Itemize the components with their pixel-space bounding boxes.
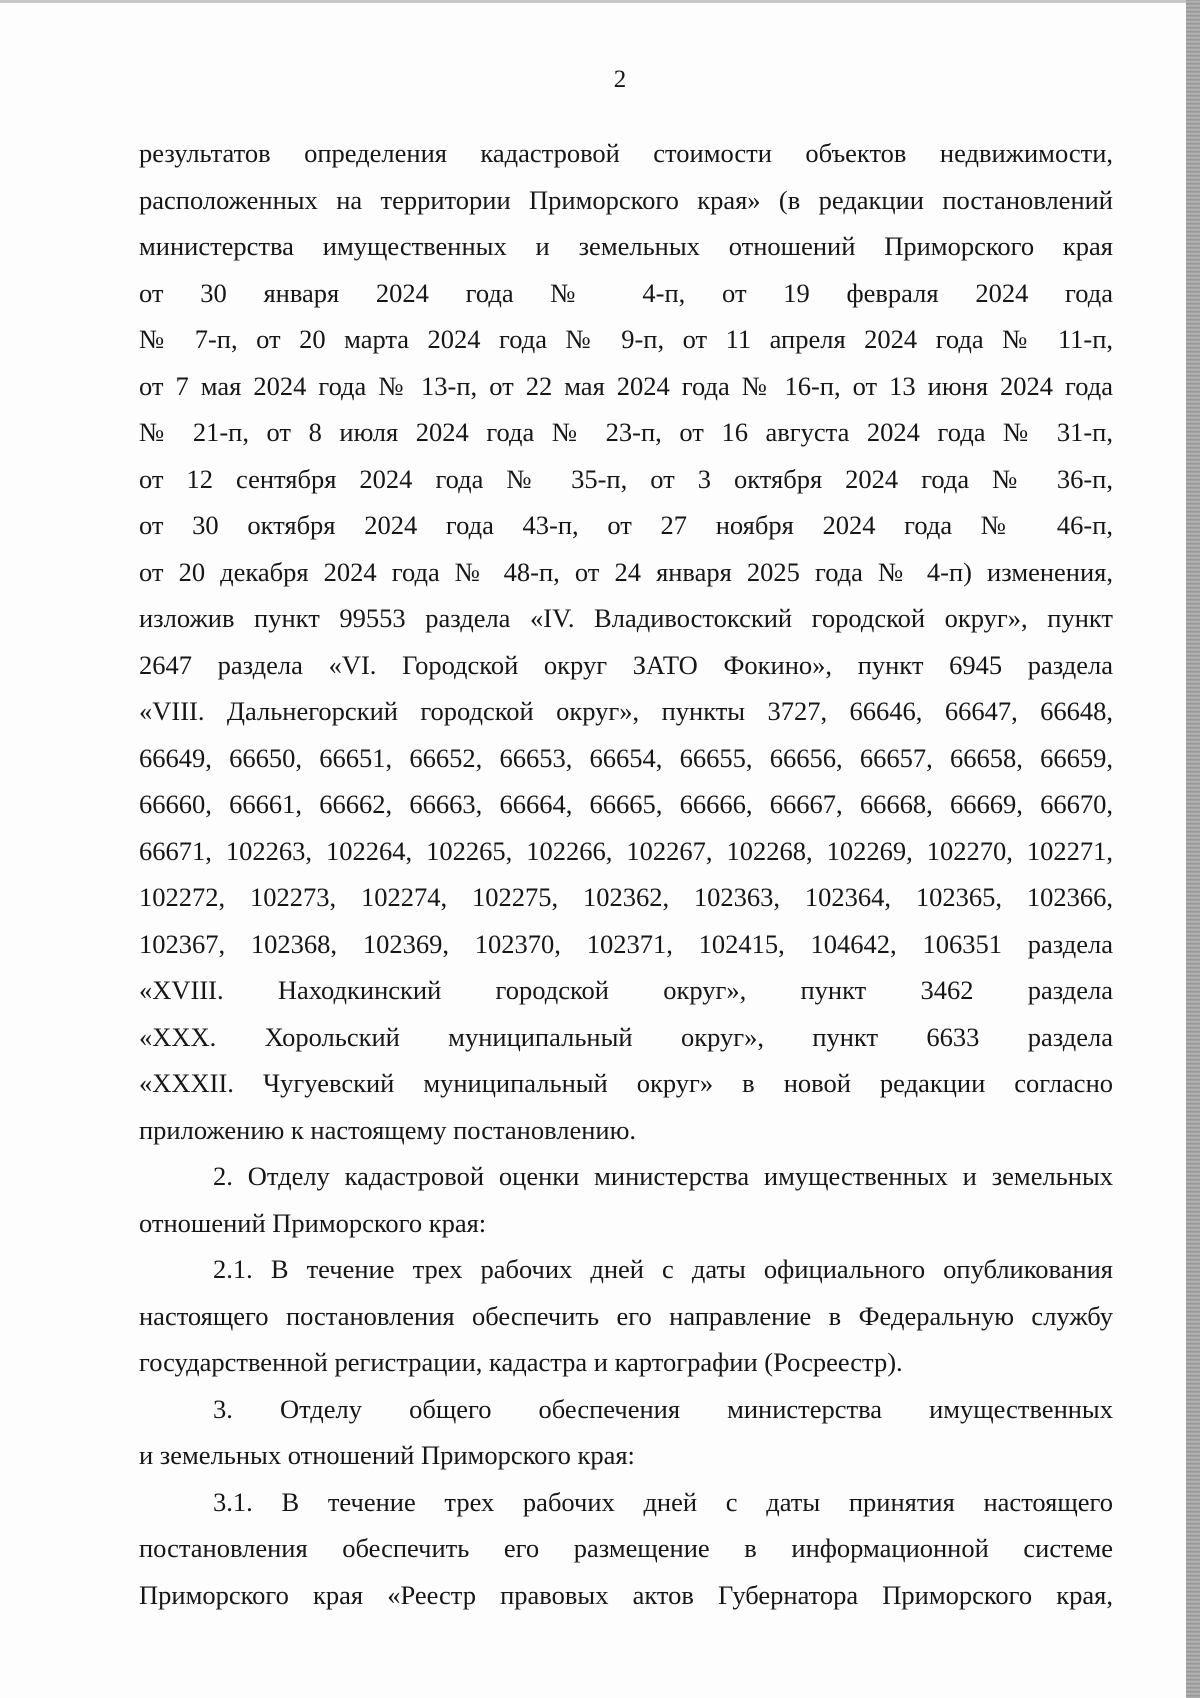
text-line: отношений Приморского края: xyxy=(139,1207,487,1238)
text-line: от 20 декабря 2024 года № 48-п, от 24 января 2025 года № 4-п) изменения, xyxy=(139,556,1113,587)
text-line: № 21-п, от 8 июля 2024 года № 23-п, от 16 августа 2024 года № 31-п, xyxy=(139,417,1113,447)
text-line: 2. Отделу кадастровой оценки министерства имущественных и земельных xyxy=(213,1161,1113,1191)
text-line: 2.1. В течение трех рабочих дней с даты официального опубликования xyxy=(213,1254,1113,1284)
text-line: 102272, 102273, 102274, 102275, 102362, 102363, 102364, 102365, 102366, xyxy=(139,882,1113,912)
text-line: 66660, 66661, 66662, 66663, 66664, 66665, 66666, 66667, 66668, 66669, 66670, xyxy=(139,789,1113,819)
scan-edge-right xyxy=(1186,0,1200,1698)
text-line: № 7-п, от 20 марта 2024 года № 9-п, от 11 апреля 2024 года № 11-п, xyxy=(139,324,1113,354)
text-line: 2647 раздела «VI. Городской округ ЗАТО Фокино», пункт 6945 раздела xyxy=(139,649,1113,680)
paragraph-3-1 xyxy=(139,1479,1113,1619)
text-line: от 12 сентября 2024 года № 35-п, от 3 октября 2024 года № 36-п, xyxy=(139,463,1113,494)
text-line: расположенных на территории Приморского края» (в редакции постановлений xyxy=(139,184,1113,215)
text-line: «XXX. Хорольский муниципальный округ», пункт 6633 раздела xyxy=(139,1021,1113,1052)
text-line: Приморского края «Реестр правовых актов Губернатора Приморского края, xyxy=(139,1579,1113,1610)
text-line: 3.1. В течение трех рабочих дней с даты принятия настоящего xyxy=(213,1486,1113,1517)
text-line: от 7 мая 2024 года № 13-п, от 22 мая 2024 года № 16-п, от 13 июня 2024 года xyxy=(139,370,1113,401)
document-body xyxy=(139,130,1113,1618)
text-line: «VIII. Дальнегорский городской округ», пункты 3727, 66646, 66647, 66648, xyxy=(139,696,1113,726)
scan-edge-top xyxy=(0,0,1200,3)
text-line: изложив пункт 99553 раздела «IV. Владивостокский городской округ», пункт xyxy=(139,603,1113,633)
text-line: от 30 января 2024 года № 4-п, от 19 февраля 2024 года xyxy=(139,277,1113,308)
page-number: 2 xyxy=(613,66,627,93)
paragraph-2-1 xyxy=(139,1246,1113,1386)
text-line: 66649, 66650, 66651, 66652, 66653, 66654, 66655, 66656, 66657, 66658, 66659, xyxy=(139,742,1113,773)
text-line: 66671, 102263, 102264, 102265, 102266, 102267, 102268, 102269, 102270, 102271, xyxy=(139,835,1113,866)
text-line: приложению к настоящему постановлению. xyxy=(139,1114,637,1145)
paragraph-2 xyxy=(139,1153,1113,1246)
text-line: государственной регистрации, кадастра и картографии (Росреестр). xyxy=(139,1347,903,1377)
paragraph-1 xyxy=(139,130,1113,1153)
text-line: 3. Отделу общего обеспечения министерства имущественных xyxy=(213,1393,1113,1424)
text-line: и земельных отношений Приморского края: xyxy=(139,1440,635,1470)
paragraph-3 xyxy=(139,1386,1113,1479)
text-line: министерства имущественных и земельных отношений Приморского края xyxy=(139,231,1113,261)
text-line: 102367, 102368, 102369, 102370, 102371, 102415, 104642, 106351 раздела xyxy=(139,928,1113,959)
text-line: результатов определения кадастровой стоимости объектов недвижимости, xyxy=(139,138,1113,168)
text-line: «XXXII. Чугуевский муниципальный округ» в новой редакции согласно xyxy=(139,1068,1113,1098)
text-line: настоящего постановления обеспечить его направление в Федеральную службу xyxy=(139,1300,1113,1331)
text-line: от 30 октября 2024 года 43-п, от 27 ноября 2024 года № 46-п, xyxy=(139,510,1113,540)
text-line: постановления обеспечить его размещение в информационной системе xyxy=(139,1533,1113,1563)
text-line: «XVIII. Находкинский городской округ», пункт 3462 раздела xyxy=(139,975,1113,1005)
